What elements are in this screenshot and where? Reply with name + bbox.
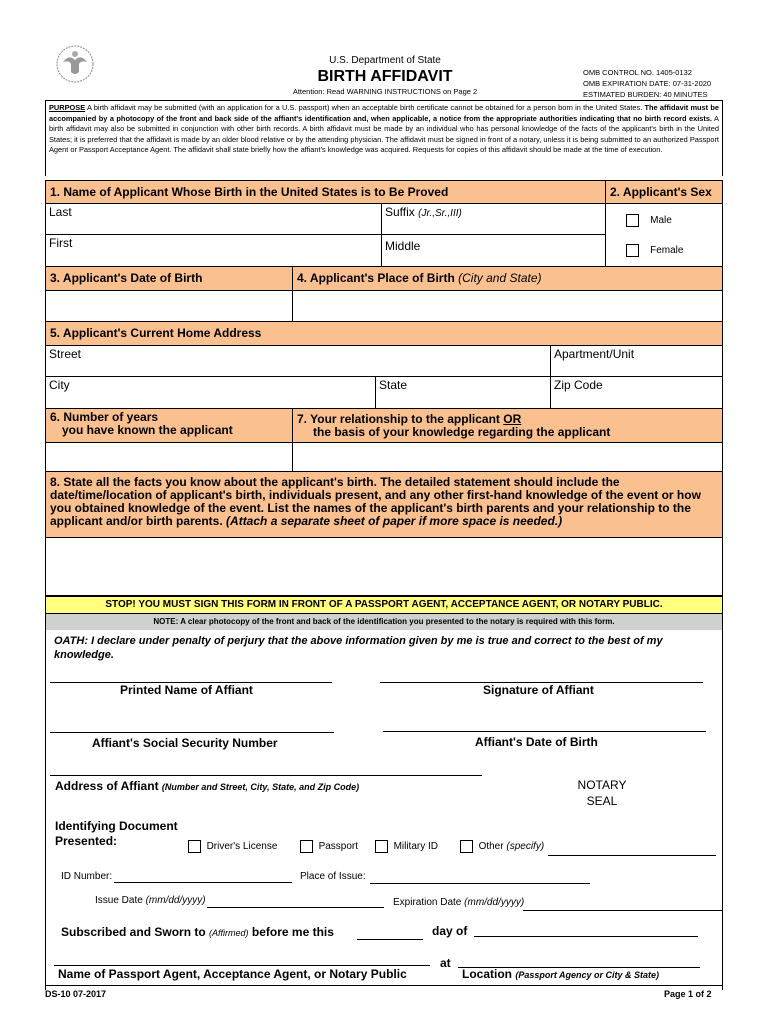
expiration-date-hint: (mm/dd/yyyy): [464, 897, 525, 908]
note-banner-text: NOTE: A clear photocopy of the front and back of the identification you presented to the notary is required with this form.: [153, 617, 615, 626]
section-4-hint: (City and State): [458, 271, 542, 285]
birth-facts-field[interactable]: [45, 537, 723, 596]
section-4-title: 4. Applicant's Place of Birth: [297, 271, 455, 285]
military-id-label: Military ID: [393, 841, 439, 853]
suffix-field[interactable]: [381, 203, 606, 235]
section-5-title: 5. Applicant's Current Home Address: [50, 326, 262, 340]
address-label-text: Address of Affiant: [55, 779, 159, 793]
other-option[interactable]: [460, 840, 544, 853]
section-7-header: [292, 408, 723, 443]
id-doc-label-1: Identifying Document: [55, 819, 178, 833]
oath-statement: OATH: I declare under penalty of perjury that the above information given by me is true and correct to the best of my knowledge.: [54, 635, 663, 661]
id-doc-label: [55, 819, 178, 849]
id-doc-label-2: Presented:: [55, 834, 118, 848]
location-text: Location: [462, 967, 512, 981]
street-field[interactable]: [45, 345, 551, 377]
military-id-option[interactable]: [375, 840, 438, 853]
middle-label: Middle: [385, 239, 421, 253]
ssn-label: Affiant's Social Security Number: [92, 736, 278, 750]
subscribed-label: [61, 925, 334, 939]
address-line[interactable]: [50, 775, 482, 776]
section-6-header: [45, 408, 293, 443]
date-of-birth-field[interactable]: [45, 290, 293, 322]
state-department-seal: [55, 44, 95, 84]
other-specify-line[interactable]: [548, 855, 716, 856]
section-6-line-2: you have known the applicant: [62, 423, 233, 437]
section-3-title: 3. Applicant's Date of Birth: [50, 271, 203, 285]
department-name: U.S. Department of State: [329, 55, 441, 66]
expiration-date-text: Expiration Date: [393, 897, 462, 908]
affirmed-text: (Affirmed): [209, 928, 249, 938]
section-1-title: 1. Name of Applicant Whose Birth in the United States is to Be Proved: [50, 185, 449, 199]
affiant-dob-label: Affiant's Date of Birth: [475, 735, 598, 749]
street-label: Street: [49, 347, 82, 361]
apartment-field[interactable]: [550, 345, 723, 377]
address-hint: (Number and Street, City, State, and Zip Code): [161, 782, 360, 792]
purpose-lead: PURPOSE: [49, 103, 86, 112]
day-of-label: day of: [432, 924, 468, 938]
issue-date-hint: (mm/dd/yyyy): [145, 895, 206, 906]
before-me-text: before me this: [251, 925, 334, 939]
ssn-line[interactable]: [50, 732, 334, 733]
place-of-issue-line[interactable]: [370, 883, 590, 884]
last-label: Last: [49, 205, 72, 219]
suffix-hint: (Jr.,Sr.,III): [418, 208, 462, 219]
other-checkbox[interactable]: [460, 840, 473, 853]
first-label: First: [49, 236, 73, 250]
male-checkbox[interactable]: [626, 214, 639, 227]
passport-checkbox[interactable]: [300, 840, 313, 853]
seal-text: SEAL: [586, 794, 618, 808]
female-checkbox[interactable]: [626, 244, 639, 257]
state-label: State: [379, 378, 408, 392]
relationship-field[interactable]: [292, 442, 723, 472]
female-option[interactable]: [626, 244, 683, 257]
other-label: Other: [478, 841, 504, 853]
attention-note: Attention: Read WARNING INSTRUCTIONS on Page 2: [292, 87, 478, 96]
id-number-label: ID Number:: [61, 871, 113, 882]
purpose-bold: The affidavit must be accompanied by a photocopy of the front and back side of the affiant's identification and, when applicable, a notice from the appropriate authorities indicating that no birth record exists.: [49, 103, 719, 123]
notary-seal-label: [560, 777, 644, 809]
zip-label: Zip Code: [554, 378, 603, 392]
estimated-burden: ESTIMATED BURDEN: 40 MINUTES: [583, 90, 708, 99]
printed-name-label: Printed Name of Affiant: [120, 683, 253, 697]
omb-expiration: OMB EXPIRATION DATE: 07-31-2020: [583, 79, 712, 88]
place-of-birth-field[interactable]: [292, 290, 723, 322]
section-2-header: [605, 180, 723, 204]
city-label: City: [49, 378, 70, 392]
section-7-line-2: the basis of your knowledge regarding the applicant: [313, 425, 611, 439]
section-7-or: OR: [503, 412, 522, 426]
purpose-text-2: A birth affidavit may also be submitted in conjunction with other birth records. A birth affidavit must be made by an individual who has personal knowledge of the facts of the applicant's birth in the United States; it is preferred that the affidavit is made by an older blood relative or by the attending physician. The affidavit must be signed in front of a notary, unless it is being submitted to an authorized Passport Agent or Passport Acceptance Agent. The affidavit shall state briefly how the affiant's knowledge was acquired. Requests for copies of this affidavit should be made at the time of execution.: [49, 113, 719, 155]
suffix-label: Suffix: [385, 205, 415, 219]
affiant-dob-line[interactable]: [383, 731, 706, 732]
apt-label: Apartment/Unit: [554, 347, 635, 361]
zip-field[interactable]: [550, 376, 723, 409]
purpose-text-1: A birth affidavit may be submitted (with an application for a U.S. passport) when an acceptable birth certificate cannot be obtained for a person born in the United States.: [85, 103, 645, 112]
section-8-italic: (Attach a separate sheet of paper if more space is needed.): [226, 514, 563, 528]
page-number: Page 1 of 2: [664, 989, 712, 999]
female-label: Female: [650, 245, 684, 257]
expiration-date-line[interactable]: [523, 910, 723, 911]
at-label: at: [440, 956, 451, 970]
agent-name-line[interactable]: [54, 965, 430, 966]
section-8-text: 8. State all the facts you know about the applicant's birth. The detailed statement should include the date/time/location of applicant's birth, individuals present, and any other first-hand knowledge of the event or how you obtained knowledge of the event. List the names of the applicant's birth parents and your relationship to the applicant and/or birth parents.: [50, 475, 701, 528]
location-label: [462, 967, 659, 981]
drivers-license-checkbox[interactable]: [188, 840, 201, 853]
section-5-header: [45, 321, 723, 346]
first-name-field[interactable]: [45, 234, 382, 267]
military-id-checkbox[interactable]: [375, 840, 388, 853]
middle-name-field[interactable]: [381, 234, 606, 267]
location-hint: (Passport Agency or City & State): [515, 970, 660, 980]
bottom-border: [45, 985, 723, 986]
passport-option[interactable]: [300, 840, 358, 853]
stop-banner-text: STOP! YOU MUST SIGN THIS FORM IN FRONT OF A PASSPORT AGENT, ACCEPTANCE AGENT, OR NOTARY PUBLIC.: [105, 599, 663, 610]
issue-date-label: [95, 895, 206, 906]
section-4-header: [292, 266, 723, 291]
sworn-day-line[interactable]: [357, 939, 423, 940]
notary-text: NOTARY: [577, 778, 627, 792]
address-label: [55, 779, 359, 793]
day-of-line[interactable]: [474, 936, 698, 937]
subscribed-text: Subscribed and Sworn to: [61, 925, 206, 939]
city-field[interactable]: [45, 376, 376, 409]
purpose-paragraph: [45, 100, 723, 176]
section-6-line-1: 6. Number of years: [50, 410, 159, 424]
form-number: DS-10 07-2017: [45, 989, 107, 999]
place-of-issue-label: Place of Issue:: [300, 871, 366, 882]
section-2-title: 2. Applicant's Sex: [610, 185, 712, 199]
section-1-header: [45, 180, 606, 204]
form-title: BIRTH AFFIDAVIT: [317, 68, 453, 85]
oath-text: [54, 634, 694, 662]
omb-control: OMB CONTROL NO. 1405-0132: [583, 68, 692, 77]
signature-label: Signature of Affiant: [483, 683, 594, 697]
issue-date-text: Issue Date: [95, 895, 143, 906]
male-label: Male: [650, 215, 672, 227]
id-number-line[interactable]: [114, 882, 292, 883]
issue-date-line[interactable]: [207, 907, 384, 908]
other-hint: (specify): [506, 841, 545, 853]
agent-name-label: Name of Passport Agent, Acceptance Agent, or Notary Public: [58, 967, 407, 981]
section-8-header: [45, 471, 723, 538]
note-banner: [45, 614, 723, 630]
last-name-field[interactable]: [45, 203, 382, 235]
section-3-header: [45, 266, 293, 291]
passport-label: Passport: [318, 841, 359, 853]
sex-options: [605, 203, 723, 267]
drivers-license-label: Driver's License: [206, 841, 278, 853]
male-option[interactable]: [626, 214, 672, 227]
section-7-line-1: 7. Your relationship to the applicant: [297, 412, 504, 426]
drivers-license-option[interactable]: [188, 840, 277, 853]
years-known-field[interactable]: [45, 442, 293, 472]
state-field[interactable]: [375, 376, 551, 409]
expiration-date-label: [393, 897, 524, 908]
stop-banner: [45, 596, 723, 614]
